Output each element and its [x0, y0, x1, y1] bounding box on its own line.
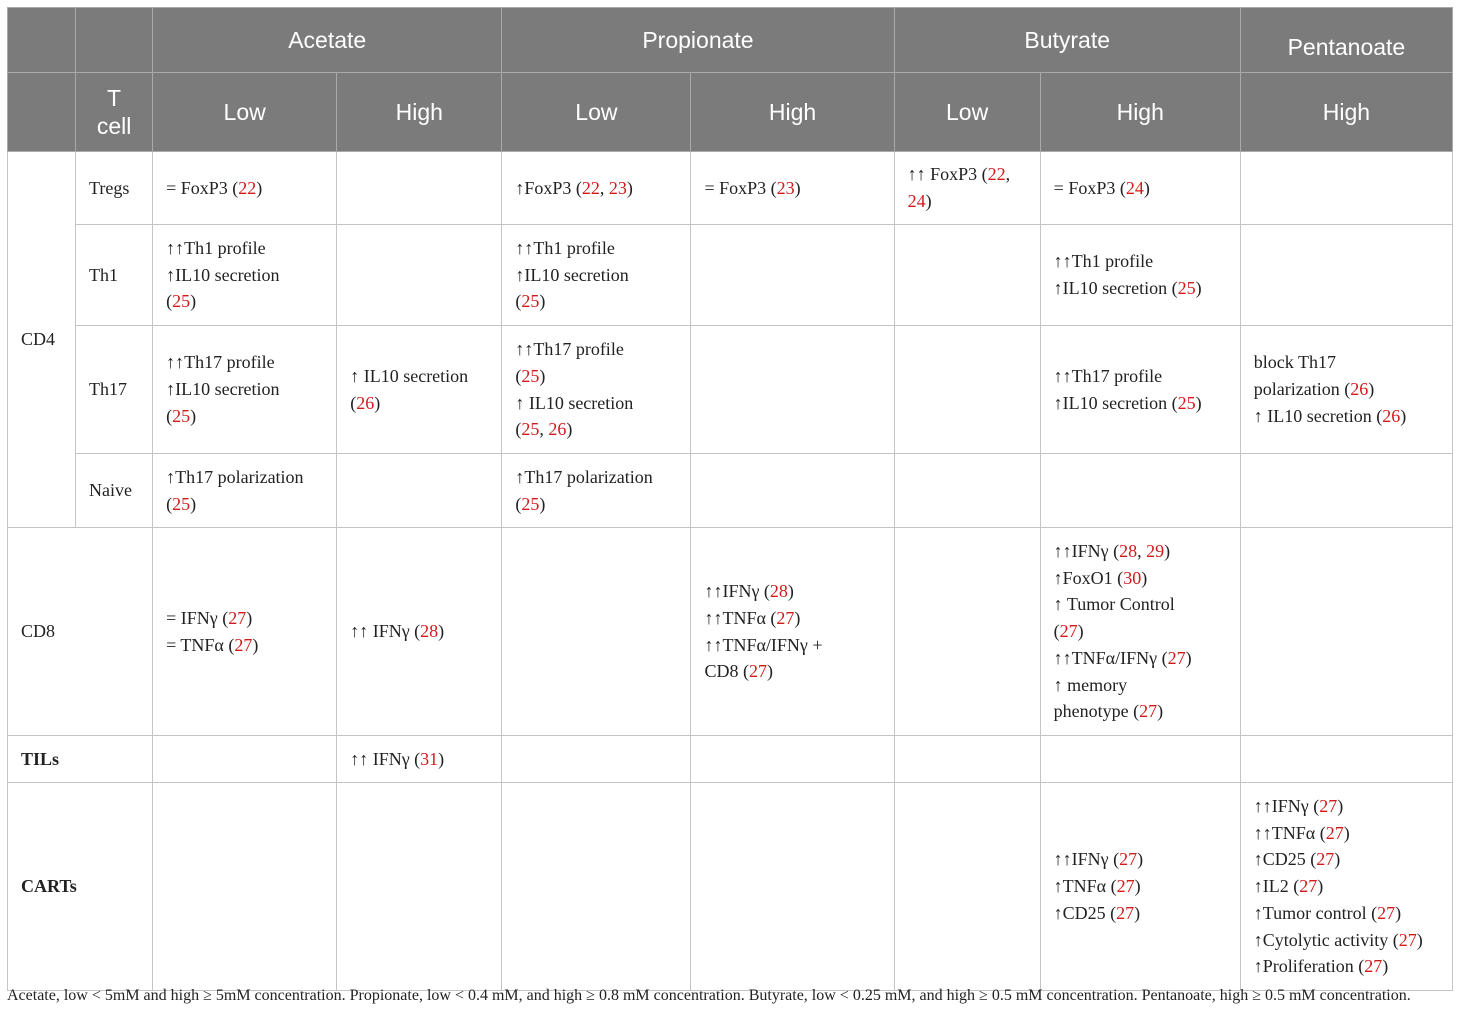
reference-number[interactable]: 22: [987, 164, 1006, 185]
reference-number[interactable]: 27: [1299, 876, 1318, 897]
group-label-tils: TILs: [8, 736, 153, 783]
table-row-tils: [8, 736, 1453, 783]
reference-number[interactable]: 27: [1167, 647, 1186, 668]
cell-line: [704, 175, 881, 202]
cell-th1-butyrate-high: [1040, 225, 1240, 326]
reference-number[interactable]: 27: [1325, 822, 1344, 843]
cell-text: ): [246, 607, 253, 628]
cell-line: [1054, 591, 1228, 618]
reference-number[interactable]: 27: [1059, 621, 1078, 642]
cell-text: ↑Th17 polarization: [166, 466, 304, 487]
reference-number[interactable]: 27: [1116, 876, 1135, 897]
cell-text: ): [539, 291, 546, 312]
cell-line: [166, 403, 324, 430]
scfa-tcell-table: [7, 7, 1453, 991]
cell-naive-butyrate-low: [894, 454, 1040, 528]
cell-text: ): [626, 177, 633, 198]
cell-text: ): [1134, 902, 1141, 923]
reference-number[interactable]: 27: [1319, 795, 1338, 816]
table-row-cd8: [8, 528, 1453, 736]
cell-line: [166, 262, 324, 289]
cell-text: (: [515, 291, 522, 312]
cell-line: [515, 390, 678, 417]
reference-number[interactable]: 28: [769, 580, 788, 601]
cell-line: [1054, 565, 1228, 592]
cell-line: [166, 175, 324, 202]
cell-text: ↑↑TNFα/IFNγ +: [704, 634, 823, 655]
reference-number[interactable]: 25: [172, 493, 191, 514]
cell-tregs-butyrate-low: [894, 152, 1040, 225]
cell-text: block Th17: [1253, 352, 1336, 373]
cell-line: [166, 235, 324, 262]
cell-th17-propionate-low: [502, 326, 691, 454]
cell-cd8-acetate-low: [153, 528, 337, 736]
cell-text: ↑↑Th1 profile: [515, 237, 615, 258]
cell-cd8-pentanoate-high: [1240, 528, 1452, 736]
cell-text: ,: [539, 419, 549, 440]
header-blank-cell: [8, 8, 76, 73]
reference-number[interactable]: 27: [1398, 929, 1417, 950]
subtype-label-th17: Th17: [76, 326, 153, 454]
cell-text: ): [1395, 902, 1402, 923]
header-acetate-low: Low: [153, 73, 337, 152]
cell-line: [1054, 645, 1228, 672]
cell-text: ↑↑ IFNγ (: [350, 621, 421, 642]
cell-text: ↑FoxO1 (: [1053, 567, 1124, 588]
cell-line: [1054, 873, 1228, 900]
cell-line: [1254, 873, 1440, 900]
cell-text: ): [766, 661, 773, 682]
cell-text: ↑↑TNFα/IFNγ (: [1053, 647, 1168, 668]
cell-tregs-acetate-low: [153, 152, 337, 225]
cell-text: (: [166, 291, 173, 312]
cell-line: [908, 161, 1028, 188]
reference-number[interactable]: 25: [521, 419, 540, 440]
header-butyrate-low: Low: [894, 73, 1040, 152]
header-row-acids: [8, 8, 1453, 73]
cell-th17-acetate-low: [153, 326, 337, 454]
cell-line: [1254, 846, 1440, 873]
cell-line: [515, 235, 678, 262]
cell-line: [166, 605, 324, 632]
reference-number[interactable]: 26: [356, 392, 375, 413]
cell-text: (: [515, 419, 522, 440]
cell-line: [1054, 618, 1228, 645]
cell-text: ): [1334, 849, 1341, 870]
cell-naive-butyrate-high: [1040, 454, 1240, 528]
cell-text: ↑Cytolytic activity (: [1253, 929, 1399, 950]
cell-line: [1254, 349, 1440, 376]
cell-text: polarization (: [1253, 379, 1351, 400]
cell-line: [166, 288, 324, 315]
table-row-carts: [8, 783, 1453, 991]
reference-number[interactable]: 23: [608, 177, 627, 198]
cell-naive-acetate-low: [153, 454, 337, 528]
cell-text: = FoxP3 (: [704, 177, 777, 198]
table-footnote: Acetate, low < 5mM and high ≥ 5mM concentration. Propionate, low < 0.4 mM, and high ≥ 0.8 mM concentration. Butyrate, low < 0.25 mM, and high ≥ 0.5 mM concentration. Pentanoate, high ≥ 0.5 mM concentration.: [7, 987, 1411, 1004]
cell-text: ↑↑Th1 profile: [1053, 251, 1154, 272]
header-propionate: Propionate: [502, 8, 894, 73]
group-label-cd4: CD4: [8, 152, 76, 528]
cell-line: [350, 363, 489, 390]
cell-th1-butyrate-low: [894, 225, 1040, 326]
cell-tregs-acetate-high: [337, 152, 502, 225]
cell-text: ↑↑IFNγ (: [1253, 795, 1320, 816]
cell-text: ): [1368, 379, 1375, 400]
cell-line: [166, 491, 324, 518]
cell-text: ↑IL10 secretion: [515, 264, 629, 285]
cell-text: ): [1400, 405, 1407, 426]
cell-text: ): [1143, 177, 1150, 198]
reference-number[interactable]: 29: [1146, 540, 1165, 561]
cell-text: ↑ IL10 secretion: [515, 392, 634, 413]
cell-text: ): [539, 365, 546, 386]
table-row-tregs: [8, 152, 1453, 225]
cell-line: [1254, 927, 1440, 954]
cell-text: ): [438, 748, 445, 769]
header-blank-cell: [76, 8, 153, 73]
cell-th1-propionate-high: [691, 225, 894, 326]
cell-carts-acetate-low: [153, 783, 337, 991]
subtype-label-naive: Naive: [76, 454, 153, 528]
cell-text: ): [1157, 701, 1164, 722]
reference-number[interactable]: 28: [1119, 540, 1138, 561]
cell-line: [515, 262, 678, 289]
cell-line: [1254, 793, 1440, 820]
cell-text: ↑FoxP3 (: [515, 177, 582, 198]
cell-th17-pentanoate-high: [1240, 326, 1452, 454]
header-propionate-high: High: [691, 73, 894, 152]
cell-th1-acetate-high: [337, 225, 502, 326]
subtype-label-tregs: Tregs: [76, 152, 153, 225]
cell-tils-propionate-low: [502, 736, 691, 783]
table-row-naive: [8, 454, 1453, 528]
cell-line: [1254, 900, 1440, 927]
reference-number[interactable]: 25: [521, 291, 540, 312]
cell-text: ↑ IL10 secretion (: [1253, 405, 1383, 426]
reference-number[interactable]: 27: [1116, 902, 1135, 923]
cell-tils-butyrate-low: [894, 736, 1040, 783]
reference-number[interactable]: 23: [776, 177, 795, 198]
cell-naive-propionate-high: [691, 454, 894, 528]
cell-line: [515, 491, 678, 518]
cell-th1-pentanoate-high: [1240, 225, 1452, 326]
cell-text: ↑↑IFNγ (: [1053, 849, 1120, 870]
cell-line: [1254, 820, 1440, 847]
reference-number[interactable]: 27: [228, 607, 247, 628]
group-label-cd8: CD8: [8, 528, 153, 736]
cell-th17-butyrate-high: [1040, 326, 1240, 454]
cell-line: [704, 578, 881, 605]
cell-text: = IFNγ (: [166, 607, 229, 628]
cell-th17-butyrate-low: [894, 326, 1040, 454]
cell-naive-acetate-high: [337, 454, 502, 528]
header-acetate: Acetate: [153, 8, 502, 73]
cell-text: ↑TNFα (: [1053, 876, 1117, 897]
cell-text: ↑↑TNFα (: [704, 607, 777, 628]
cell-text: ): [1134, 876, 1141, 897]
cell-text: = FoxP3 (: [166, 177, 239, 198]
cell-text: ↑↑IFNγ (: [704, 580, 770, 601]
cell-text: ↑IL10 secretion: [166, 379, 280, 400]
cell-line: [166, 464, 324, 491]
reference-number[interactable]: 22: [238, 177, 257, 198]
cell-text: ,: [1005, 164, 1011, 185]
cell-cd8-butyrate-high: [1040, 528, 1240, 736]
cell-text: ): [794, 177, 801, 198]
header-butyrate: Butyrate: [894, 8, 1240, 73]
cell-line: [1254, 403, 1440, 430]
reference-number[interactable]: 24: [907, 191, 926, 211]
header-propionate-low: Low: [502, 73, 691, 152]
cell-tils-acetate-high: [337, 736, 502, 783]
cell-text: ): [1337, 795, 1344, 816]
cell-line: [350, 618, 489, 645]
reference-number[interactable]: 25: [1177, 278, 1196, 298]
cell-text: ,: [599, 177, 609, 198]
cell-line: [1054, 175, 1228, 202]
table-row-th17: [8, 326, 1453, 454]
header-butyrate-high: High: [1040, 73, 1240, 152]
cell-text: (: [350, 392, 357, 413]
cell-line: [350, 746, 489, 773]
cell-text: ↑Tumor control (: [1253, 902, 1378, 923]
cell-text: ): [566, 419, 573, 440]
cell-text: ): [925, 191, 932, 211]
cell-text: = FoxP3 (: [1053, 177, 1126, 198]
cell-line: [1054, 846, 1228, 873]
cell-text: ↑↑ IFNγ (: [350, 748, 421, 769]
reference-number[interactable]: 27: [234, 634, 253, 655]
header-blank-cell: [8, 73, 76, 152]
reference-number[interactable]: 26: [1382, 405, 1401, 426]
cell-tregs-pentanoate-high: [1240, 152, 1452, 225]
cell-text: (: [515, 365, 522, 386]
cell-line: [908, 188, 1028, 215]
cell-line: [515, 363, 678, 390]
header-row-levels: [8, 73, 1453, 152]
cell-text: ): [190, 493, 197, 514]
cell-text: ): [1416, 929, 1423, 950]
reference-number[interactable]: 22: [581, 177, 600, 198]
reference-number[interactable]: 27: [1119, 849, 1138, 870]
cell-tregs-butyrate-high: [1040, 152, 1240, 225]
cell-text: ): [787, 580, 794, 601]
scfa-tcell-table-wrapper: [7, 7, 1453, 991]
cell-text: ↑CD25 (: [1053, 902, 1117, 923]
cell-th1-propionate-low: [502, 225, 691, 326]
reference-number[interactable]: 31: [420, 748, 439, 769]
header-acetate-high: High: [337, 73, 502, 152]
cell-text: ): [256, 177, 263, 198]
cell-line: [515, 336, 678, 363]
reference-number[interactable]: 26: [548, 419, 567, 440]
cell-text: (: [166, 493, 173, 514]
cell-text: ): [190, 291, 197, 312]
cell-tregs-propionate-low: [502, 152, 691, 225]
cell-text: (: [1053, 621, 1060, 642]
cell-text: ↑↑IFNγ (: [1053, 540, 1120, 561]
cell-text: ↑↑Th17 profile: [166, 352, 275, 373]
cell-text: CD8 (: [704, 661, 749, 682]
cell-line: [1254, 953, 1440, 980]
cell-line: [1054, 538, 1228, 565]
cell-text: ): [374, 392, 381, 413]
cell-line: [515, 175, 678, 202]
cell-text: ): [252, 634, 259, 655]
cell-line: [515, 288, 678, 315]
cell-line: [1054, 900, 1228, 927]
header-tcell: [76, 73, 153, 152]
cell-line: [1054, 363, 1228, 390]
header-tcell-word: cell: [96, 113, 132, 139]
cell-cd8-propionate-high: [691, 528, 894, 736]
cell-text: ↑Proliferation (: [1253, 956, 1365, 977]
cell-text: ): [1195, 392, 1202, 413]
cell-line: [704, 658, 881, 685]
cell-text: ↑IL10 secretion: [166, 264, 280, 285]
cell-text: phenotype (: [1053, 701, 1140, 722]
cell-line: [515, 464, 678, 491]
cell-text: ↑↑TNFα (: [1253, 822, 1326, 843]
cell-th1-acetate-low: [153, 225, 337, 326]
cell-text: ): [1343, 822, 1350, 843]
reference-number[interactable]: 25: [521, 365, 540, 386]
cell-cd8-acetate-high: [337, 528, 502, 736]
cell-carts-propionate-high: [691, 783, 894, 991]
cell-tregs-propionate-high: [691, 152, 894, 225]
cell-text: ): [1137, 849, 1144, 870]
reference-number[interactable]: 25: [172, 291, 191, 312]
cell-text: ↑↑Th1 profile: [166, 237, 266, 258]
cell-th17-propionate-high: [691, 326, 894, 454]
cell-text: (: [515, 493, 522, 514]
reference-number[interactable]: 27: [1316, 849, 1335, 870]
cell-text: ↑↑Th17 profile: [1053, 365, 1163, 386]
cell-carts-acetate-high: [337, 783, 502, 991]
cell-th17-acetate-high: [337, 326, 502, 454]
cell-cd8-propionate-low: [502, 528, 691, 736]
cell-tils-pentanoate-high: [1240, 736, 1452, 783]
cell-text: (: [166, 405, 173, 426]
cell-text: ): [1382, 956, 1389, 977]
subtype-label-th1: Th1: [76, 225, 153, 326]
reference-number[interactable]: 26: [1350, 379, 1369, 400]
cell-line: [515, 416, 678, 443]
reference-number[interactable]: 27: [1364, 956, 1383, 977]
cell-line: [704, 632, 881, 659]
cell-line: [1254, 376, 1440, 403]
cell-text: ↑CD25 (: [1253, 849, 1317, 870]
cell-text: ↑↑Th17 profile: [515, 338, 624, 359]
cell-tils-butyrate-high: [1040, 736, 1240, 783]
cell-text: ): [1164, 540, 1171, 561]
reference-number[interactable]: 27: [776, 607, 795, 628]
reference-number[interactable]: 25: [1177, 392, 1196, 413]
cell-tils-acetate-low: [153, 736, 337, 783]
reference-number[interactable]: 24: [1125, 177, 1144, 198]
header-tcell-word: T: [107, 85, 122, 111]
cell-carts-butyrate-high: [1040, 783, 1240, 991]
cell-text: = TNFα (: [166, 634, 235, 655]
cell-text: ): [1185, 647, 1192, 668]
cell-text: ↑ IL10 secretion: [350, 365, 469, 386]
cell-line: [350, 390, 489, 417]
cell-carts-propionate-low: [502, 783, 691, 991]
cell-text: ): [794, 607, 801, 628]
cell-text: ↑↑ FoxP3 (: [907, 164, 988, 185]
cell-text: ↑IL10 secretion (: [1053, 278, 1178, 298]
cell-text: ↑IL10 secretion (: [1053, 392, 1178, 413]
cell-text: ↑ Tumor Control: [1053, 594, 1175, 615]
cell-tils-propionate-high: [691, 736, 894, 783]
cell-line: [1054, 390, 1228, 417]
header-pentanoate: Pentanoate: [1240, 8, 1452, 73]
cell-line: [1054, 248, 1228, 275]
header-pentanoate-high: High: [1240, 73, 1452, 152]
cell-text: ): [1317, 876, 1324, 897]
reference-number[interactable]: 27: [1377, 902, 1396, 923]
cell-text: ): [190, 405, 197, 426]
cell-text: ↑ memory: [1053, 674, 1128, 695]
reference-number[interactable]: 28: [420, 621, 439, 642]
cell-naive-propionate-low: [502, 454, 691, 528]
cell-text: ): [1141, 567, 1148, 588]
group-label-carts: CARTs: [8, 783, 153, 991]
table-row-th1: [8, 225, 1453, 326]
reference-number[interactable]: 25: [521, 493, 540, 514]
cell-line: [166, 349, 324, 376]
cell-carts-pentanoate-high: [1240, 783, 1452, 991]
cell-text: ): [1195, 278, 1202, 298]
cell-text: ↑Th17 polarization: [515, 466, 653, 487]
cell-line: [1054, 698, 1228, 725]
cell-text: ): [438, 621, 445, 642]
cell-line: [704, 605, 881, 632]
reference-number[interactable]: 30: [1123, 567, 1142, 588]
cell-line: [166, 632, 324, 659]
cell-cd8-butyrate-low: [894, 528, 1040, 736]
cell-line: [166, 376, 324, 403]
reference-number[interactable]: 25: [172, 405, 191, 426]
cell-text: ,: [1137, 540, 1147, 561]
cell-line: [1054, 275, 1228, 302]
cell-text: ↑IL2 (: [1253, 876, 1300, 897]
cell-carts-butyrate-low: [894, 783, 1040, 991]
cell-text: ): [539, 493, 546, 514]
cell-line: [1054, 672, 1228, 699]
cell-text: ): [1077, 621, 1084, 642]
reference-number[interactable]: 27: [748, 661, 767, 682]
cell-naive-pentanoate-high: [1240, 454, 1452, 528]
reference-number[interactable]: 27: [1139, 701, 1158, 722]
